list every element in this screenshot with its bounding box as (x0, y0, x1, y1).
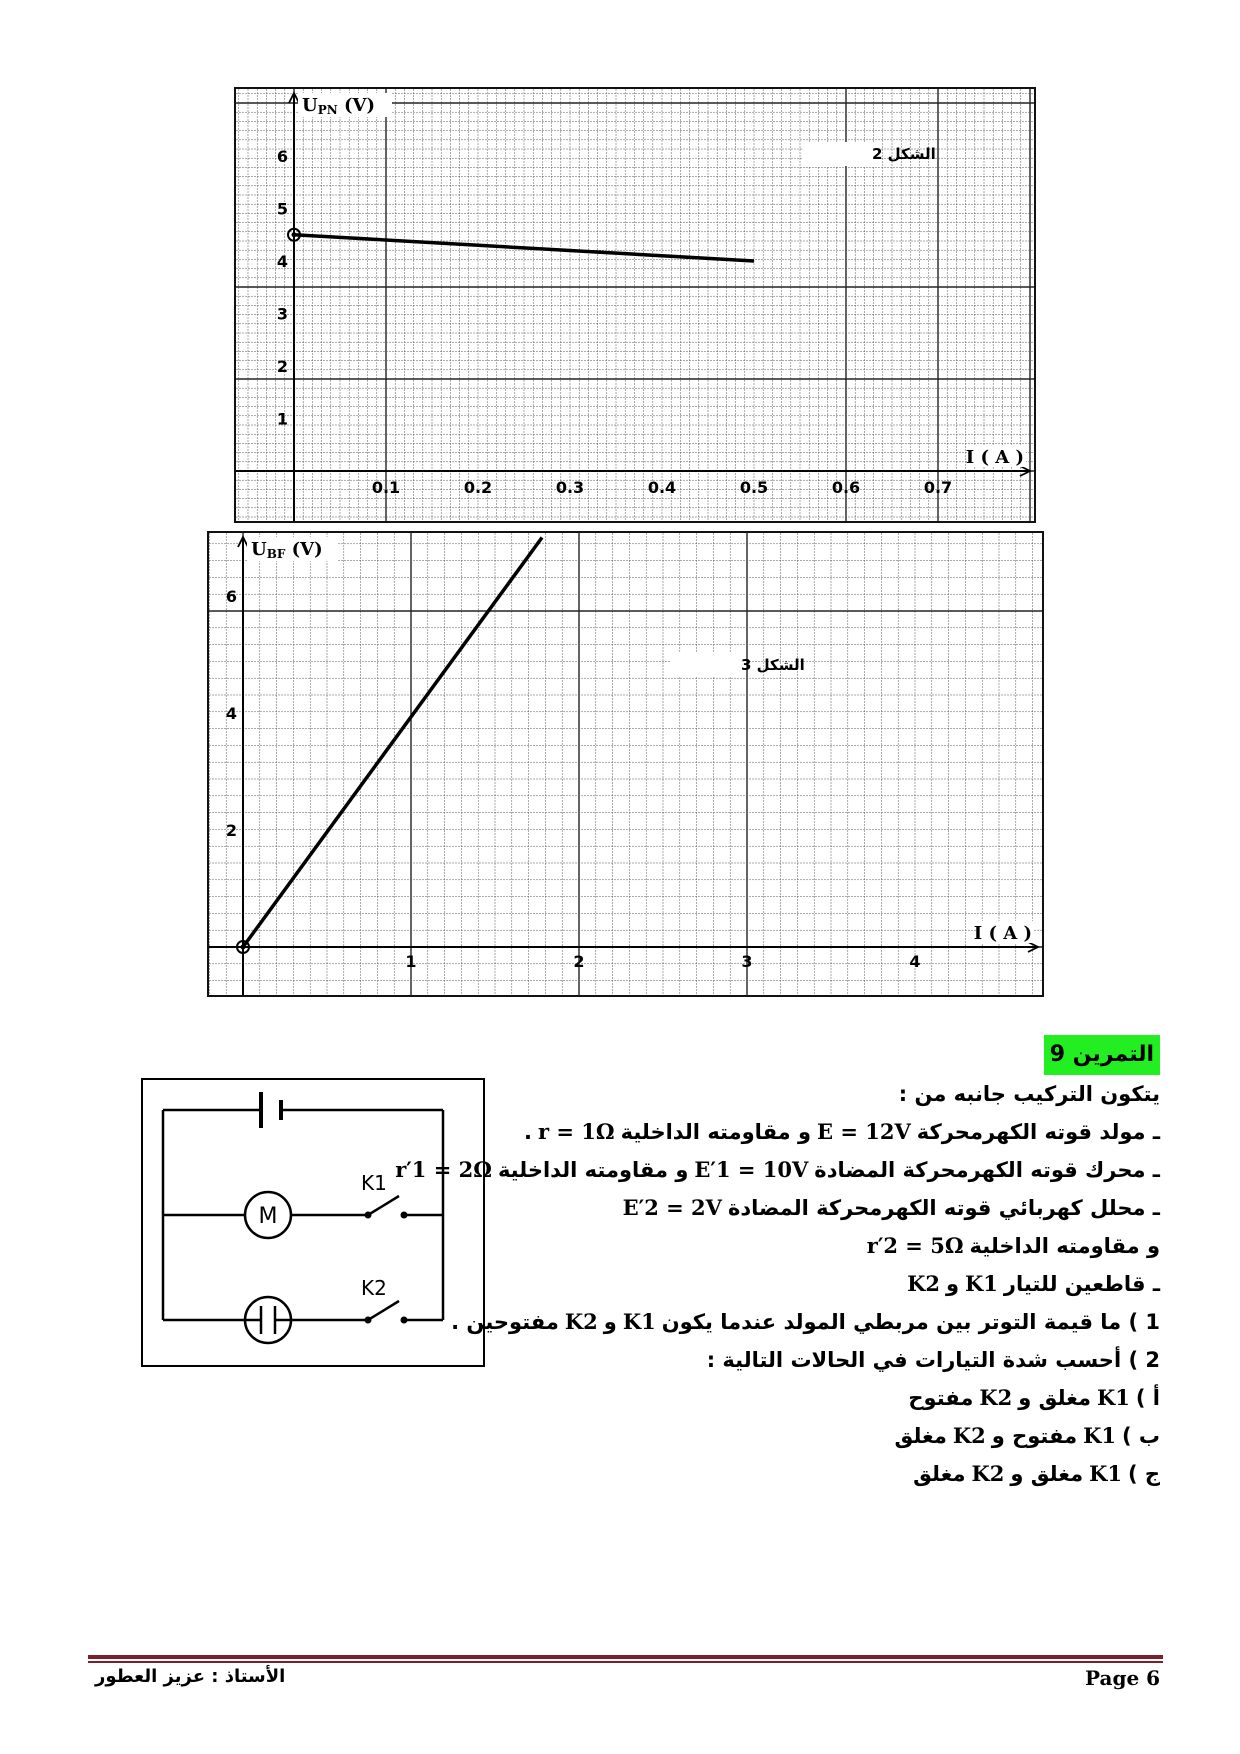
electrolyser-symbol (245, 1297, 291, 1343)
x-tick-label: 0.2 (463, 478, 493, 497)
y-tick-label: 2 (225, 821, 237, 840)
author-name: الأستاذ : عزيز العطور (95, 1666, 286, 1687)
x-tick-label: 0.3 (555, 478, 585, 497)
switch-k2 (361, 1276, 408, 1324)
motor-line (395, 1151, 1160, 1189)
generator-emf: E = 12V (817, 1119, 911, 1144)
case-b: ب )K1مفتوح وK2مغلق (894, 1423, 1160, 1448)
x-tick-label: 0.4 (647, 478, 677, 497)
grid (209, 533, 1042, 995)
figure-2-svg (236, 89, 1034, 521)
x-axis-label: I ( A ) (965, 447, 1024, 468)
exercise-9 (395, 1035, 1160, 1493)
figure-3-svg (209, 533, 1042, 995)
k2-label: K2 (361, 1276, 387, 1300)
x-tick-label: 0.1 (371, 478, 401, 497)
start-point-dot (241, 945, 246, 950)
footer-rule-thin (88, 1661, 1163, 1663)
y-axis-label: UBF (V) (251, 539, 323, 561)
motor-resistance: r′1 = 2Ω (395, 1157, 492, 1182)
x-tick-label: 3 (741, 952, 753, 971)
generator-line: ـ مولد قوته الكهرمحركةE = 12Vو مقاومته الداخليةr = 1Ω. (480, 1113, 1160, 1151)
y-tick-label: 1 (276, 409, 288, 429)
case-c: ج )K1مغلق وK2مغلق (913, 1461, 1160, 1486)
y-tick-label: 5 (276, 199, 288, 219)
y-tick-label: 3 (276, 304, 288, 324)
question-2: 2 ) أحسب شدة التيارات في الحالات التالية : (706, 1348, 1160, 1372)
circuit-svg (143, 1080, 483, 1365)
y-axis-label: UPN (V) (302, 95, 375, 117)
motor-symbol (245, 1192, 291, 1238)
series-line (243, 538, 542, 948)
x-tick-label: 2 (573, 952, 585, 971)
y-tick-label: 6 (225, 587, 237, 606)
figure-3-chart (207, 531, 1044, 997)
x-tick-label: 0.5 (739, 478, 769, 497)
generator-resistance: r = 1Ω (537, 1119, 615, 1144)
motor-resistance-text: و مقاومته الداخلية (497, 1158, 689, 1182)
x-tick-label: 4 (909, 952, 921, 971)
motor-label: M (258, 1204, 278, 1229)
electrolyser-resistance: r′2 = 5Ω (866, 1233, 964, 1258)
generator-text: ـ مولد قوته الكهرمحركة (916, 1120, 1160, 1144)
x-axis-label: I ( A ) (973, 923, 1032, 944)
x-tick-label: 1 (405, 952, 417, 971)
exercise-title: التمرين 9 (1044, 1035, 1160, 1075)
footer-rule (88, 1655, 1163, 1659)
start-point-dot (292, 232, 297, 237)
x-tick-label: 0.7 (923, 478, 953, 497)
electrolyser-text: ـ محلل كهربائي قوته الكهرمحركة المضادة (727, 1196, 1160, 1220)
exercise-intro: يتكون التركيب جانبه من : (898, 1082, 1160, 1106)
x-tick-label: 0.6 (831, 478, 861, 497)
y-tick-label: 4 (276, 252, 288, 271)
electrolyser-line (480, 1189, 1160, 1227)
question-1: 1 ) ما قيمة التوتر بين مربطي المولد عندما يكونK1وK2مفتوحين . (451, 1309, 1160, 1334)
motor-emf: E′1 = 10V (694, 1157, 809, 1182)
figure-label: الشكل 3 (741, 656, 805, 674)
y-tick-label: 2 (276, 357, 288, 376)
y-tick-label: 6 (276, 147, 288, 166)
motor-text: ـ محرك قوته الكهرمحركة المضادة (814, 1158, 1160, 1182)
case-a: أ )K1مغلق وK2مفتوح (908, 1385, 1160, 1410)
page-number: Page 6 (1085, 1666, 1161, 1690)
electrolyser-resistance-line: و مقاومته الداخليةr′2 = 5Ω (480, 1227, 1160, 1265)
y-tick-label: 4 (225, 704, 237, 723)
circuit-diagram (141, 1078, 485, 1367)
electrolyser-emf: E′2 = 2V (622, 1195, 722, 1220)
figure-label: الشكل 2 (872, 145, 936, 163)
k1-label: K1 (361, 1171, 387, 1195)
switches-line: ـ قاطعين للتيارK1وK2 (907, 1271, 1160, 1296)
generator-resistance-text: و مقاومته الداخلية (620, 1120, 812, 1144)
figure-2-chart (234, 87, 1036, 523)
